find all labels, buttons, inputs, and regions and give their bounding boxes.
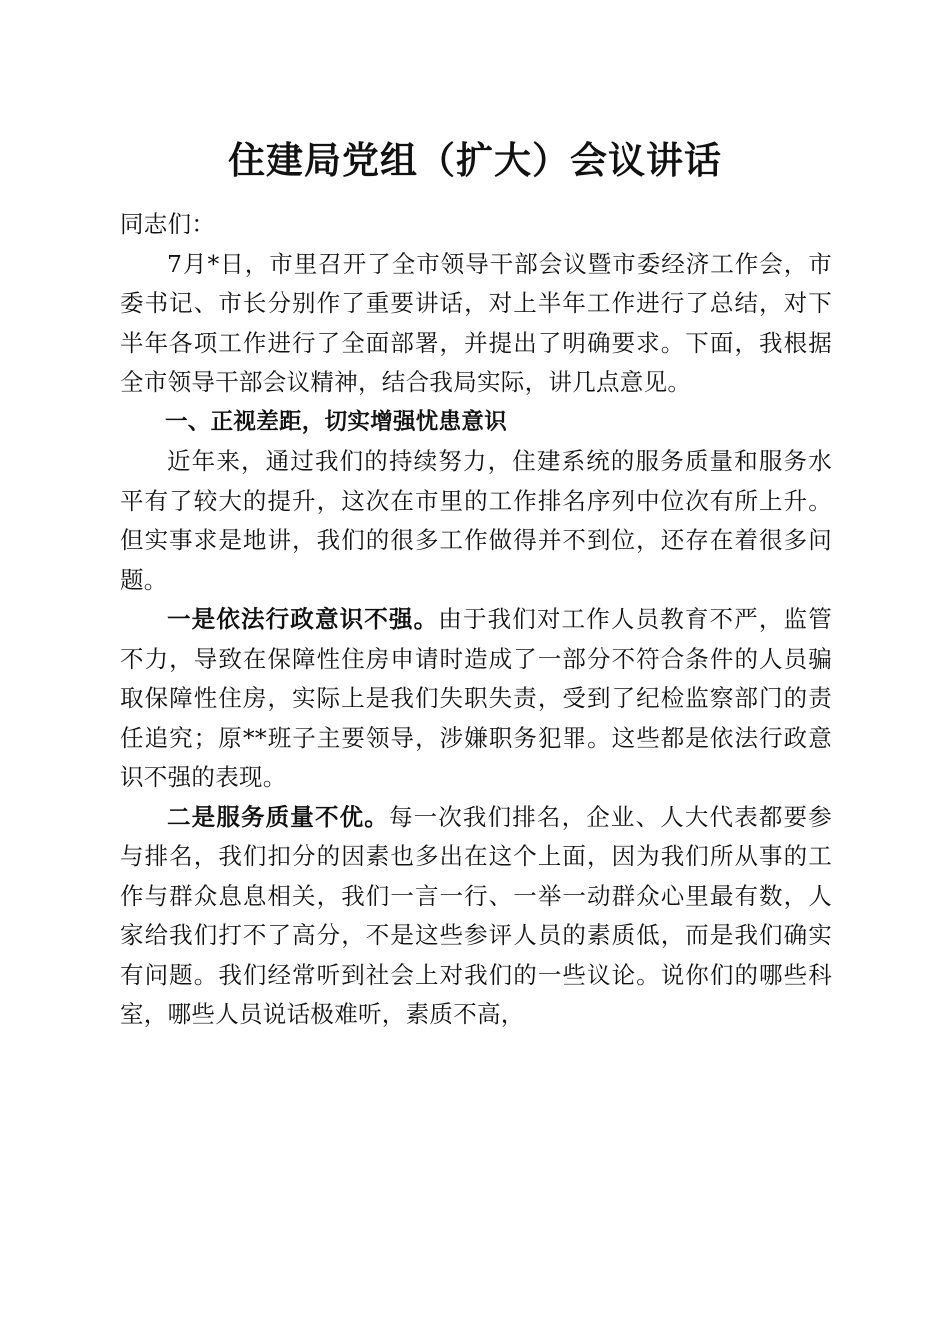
intro-paragraph: 7月*日，市里召开了全市领导干部会议暨市委经济工作会，市委书记、市长分别作了重要讲话，对上半年工作进行了总结，对下半年各项工作进行了全面部署，并提出了明确要求。下面，我根据全市领导干部会议精神，结合我局实际，讲几点意见。 [120, 249, 832, 396]
salutation: 同志们： [120, 210, 216, 238]
section1-paragraph: 近年来，通过我们的持续努力，住建系统的服务质量和服务水平有了较大的提升，这次在市里的工作排名序列中位次有所上升。但实事求是地讲，我们的很多工作做得并不到位，还存在着很多问题。 [120, 447, 832, 594]
document-body [120, 205, 832, 1035]
point-1-paragraph [120, 600, 832, 798]
point-1-lead: 一是依法行政意识不强。 [167, 605, 439, 633]
section-heading-1: 一、正视差距，切实增强忧患意识 [165, 408, 508, 435]
point-2-text: 每一次我们排名，企业、人大代表都要参与排名，我们扣分的因素也多出在这个上面，因为我们所从事的工作与群众息息相关，我们一言一行、一举一动群众心里最有数，人家给我们打不了高分，不是这些参评人员的素质低，而是我们确实有问题。我们经常听到社会上对我们的一些议论。说你们的哪些科室，哪些人员说话极难听，素质不高， [120, 802, 832, 1028]
document-title: 住建局党组（扩大）会议讲话 [228, 138, 722, 182]
point-2-lead: 二是服务质量不优。 [167, 802, 389, 831]
point-2-paragraph [120, 798, 832, 1035]
point-1-text: 由于我们对工作人员教育不严，监管不力，导致在保障性住房申请时造成了一部分不符合条件的人员骗取保障性住房，实际上是我们失职失责，受到了纪检监察部门的责任追究；原**班子主要领导，涉嫌职务犯罪。这些都是依法行政意识不强的表现。 [120, 605, 832, 791]
